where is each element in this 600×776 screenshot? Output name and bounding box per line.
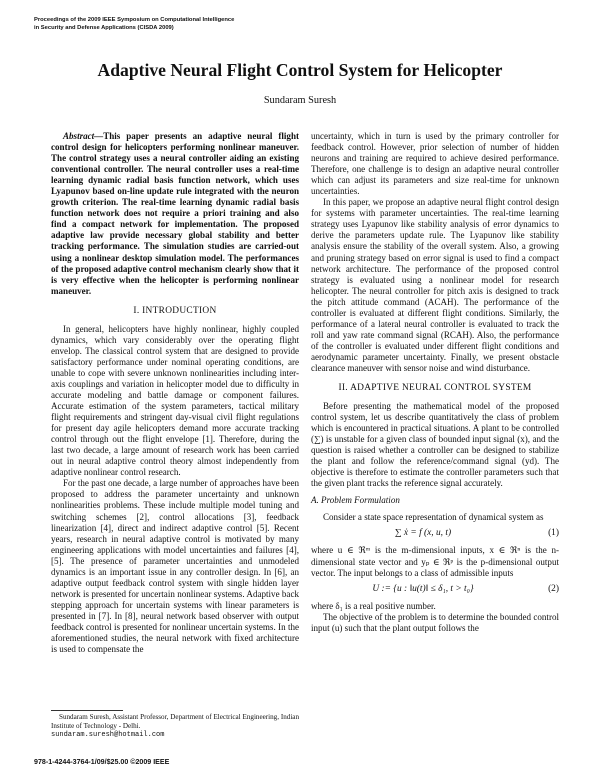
- equation-1-number: (1): [548, 528, 559, 539]
- equation-2-body: U := {u : ‖u(t)‖ ≤ δ₁, t > t₀}: [372, 583, 474, 594]
- author-email[interactable]: sundaram.suresh@hotmail.com: [51, 731, 165, 740]
- abstract: [51, 131, 299, 297]
- equation-1: [311, 527, 559, 540]
- section-2-paragraph-2: Consider a state space representation of dynamical system as: [323, 512, 544, 523]
- intro-paragraph-3-continued: uncertainty, which in turn is used by the primary controller for feedback control. However, prior selection of number of hidden neurons and training are required to achieve desired performance. Therefore, one challenge is to design an adaptive neural controller which can adjust its parameters and size real-time for unknown uncertainties.: [311, 131, 559, 197]
- equation-1-body: ∑ ẋ = f (x, u, t): [394, 528, 452, 539]
- left-column: [51, 131, 299, 655]
- section-1-heading: I. INTRODUCTION: [133, 305, 217, 316]
- footnote-rule: [51, 710, 123, 711]
- proceedings-header: [34, 16, 394, 32]
- proceedings-line-2: in Security and Defense Applications (CISDA 2009): [34, 25, 174, 31]
- equation-2: [311, 583, 559, 596]
- paper-author: Sundaram Suresh: [263, 95, 337, 106]
- paper-title: Adaptive Neural Flight Control System for Helicopter: [97, 60, 503, 80]
- abstract-label: Abstract—: [63, 131, 104, 141]
- section-2-paragraph-5: The objective of the problem is to determine the bounded control input (u) such that the plant output follows the: [311, 611, 559, 633]
- intro-paragraph-4: In this paper, we propose an adaptive neural flight control design for systems with parameter uncertainties. The real-time learning strategy uses Lyapunov like stability analysis of error dynamics to derive the parameters update rule. The Lyapunov like stability analysis ensure the stability of the overall system. Also, a growing and pruning strategy based on error signal is used to find a compact network architecture. The performance of the proposed control strategy is evaluated using a nonlinear model for research helicopter. The neural controller for pitch axis is designed to track the pitch attitude command (ACAH). The performance of the controller is evaluated at different flight conditions. Similarly, the performance of a lateral neural controller is evaluated to track the roll and yaw rate command signal (RCAH). Also, the performance of the controller is evaluated under different flight conditions and aerodynamic parameter uncertainty. Finally, we present obstacle clearance maneuver with sensor noise and wind disturbance.: [311, 197, 559, 373]
- section-2-paragraph-4: where δ₁ is a real positive number.: [311, 600, 436, 611]
- section-2-heading: II. ADAPTIVE NEURAL CONTROL SYSTEM: [338, 383, 532, 394]
- proceedings-line-1: Proceedings of the 2009 IEEE Symposium on Computational Intelligence: [34, 17, 235, 23]
- right-column: [311, 131, 559, 634]
- isbn-copyright: 978-1-4244-3764-1/09/$25.00 ©2009 IEEE: [34, 758, 170, 766]
- subsection-a-heading: A. Problem Formulation: [311, 495, 400, 506]
- abstract-text: This paper presents an adaptive neural flight control design for helicopters performing nonlinear maneuver. The control strategy uses a neural controller aiding an existing conventional controller. The neural controller uses a real-time learning dynamic radial basis function network, which uses Lyapunov based on-line update rule integrated with the neuron growth criterion. The real-time learning dynamic radial basis function network does not require a priori training and also find a compact network for implementation. The proposed adaptive law provide necessary global stability and better tracking performance. The simulation studies are carried-out using a nonlinear desktop simulation model. The performances of the proposed adaptive control mechanism clearly show that it is very effective when the helicopter is performing nonlinear maneuver.: [51, 131, 299, 296]
- equation-2-number: (2): [548, 583, 559, 594]
- section-2-paragraph-1: Before presenting the mathematical model of the proposed control system, let us describe quantitatively the class of problem which is encountered in practical situations. A plant to be controlled (∑) is unstable for a given class of bounded input signal (x), and the question is raised whether a controller can be designed to stabilize the plant and follow the reference/command signal (yd). The objective is therefore to estimate the controller parameters such that the given plant tracks the reference signal accurately.: [311, 401, 559, 489]
- author-footnote: [51, 713, 299, 740]
- intro-paragraph-2: For the past one decade, a large number of approaches have been proposed to address the parameter uncertainty and unknown nonlinearities problems. These include multiple model tuning and switching schemes [2], control allocations [3], feedback linearization [4], direct and indirect adaptive control [5]. Recent years, research in neural adaptive control is motivated by many engineering applications with model uncertainties and failures [4], [5]. The presence of parameter uncertainties and unmodeled dynamics is an important issue in any controller design. In [6], an adaptive output feedback control system with single hidden layer network is presented for uncertain nonlinear systems. Adaptive back stepping approach for uncertain systems with linear parameters is presented in [7]. In [8], neural network based observer with output feedback control is presented for nonlinear uncertain systems. In the aforementioned studies, the neural network with fixed architecture is used to compensate the: [51, 478, 299, 655]
- section-2-paragraph-3: where u ∈ ℜᵐ is the m-dimensional inputs, x ∈ ℜⁿ is the n-dimensional state vector and yₚ ∈ ℜᵖ is the p-dimensional output vector. The input belongs to a class of admissible inputs: [311, 545, 559, 578]
- footnote-text: Sundaram Suresh, Assistant Professor, Department of Electrical Engineering, Indian Institute of Technology - Delhi.: [51, 713, 299, 730]
- intro-paragraph-1: In general, helicopters have highly nonlinear, highly coupled dynamics, which vary considerably over the operating flight envelop. The classical control system that are designed to provide satisfactory performance under nominal operating conditions, are unable to cope with severe unknown nonlinearities including inter-axis couplings and variation in helicopter model due to difficulty in accurate modeling and battle damage or component failures. Accurate estimation of the system parameters, tactical military flight requirements and stringent day-visual civil flight regulations for present day agile helicopters demand more accurate tracking control through out the flight envelope [1]. Therefore, during the last two decade, a large amount of research work has been carried out in neural adaptive control theory almost independently from adaptive nonlinear control research.: [51, 323, 299, 478]
